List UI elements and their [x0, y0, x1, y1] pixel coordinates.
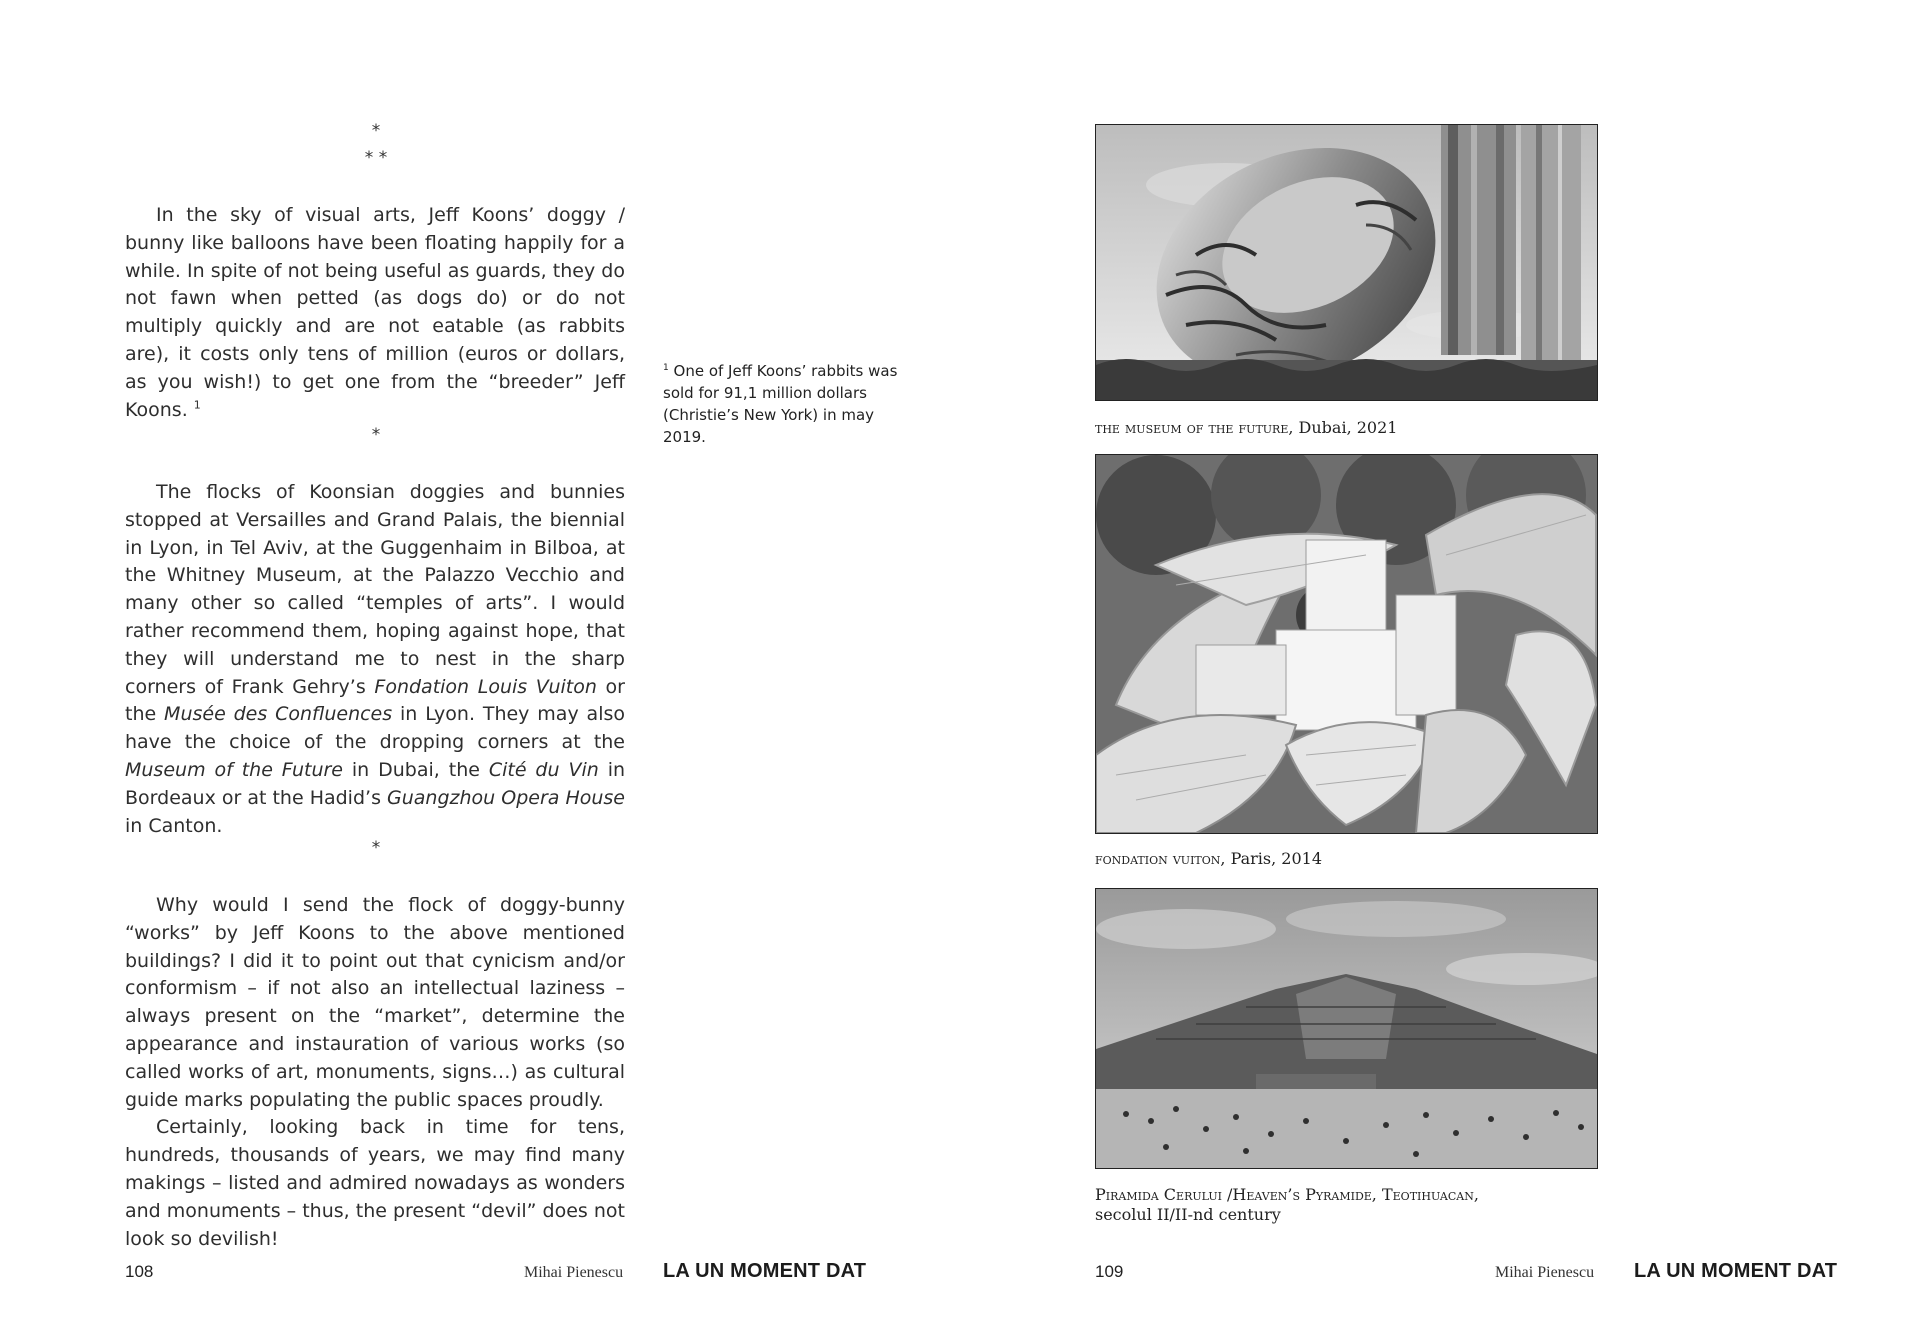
caption-details: , Dubai, 2021	[1288, 418, 1398, 437]
paragraph-1	[125, 202, 625, 424]
footnote	[663, 357, 903, 448]
book-title-left: LA UN MOMENT DAT	[663, 1260, 867, 1282]
paragraph-4: Certainly, looking back in time for tens, hundreds, thousands of years, we may find many makings – listed and admired nowadays as wonders and monuments – thus, the present “devil” does not look so devilish!	[125, 1116, 625, 1250]
italic-title: Fondation Louis Vuiton	[374, 675, 597, 698]
text-run: in Canton.	[125, 814, 223, 837]
page-number-left: 108	[125, 1262, 154, 1281]
caption-title: fondation vuiton	[1095, 849, 1221, 868]
footnote-text: One of Jeff Koons’ rabbits was sold for 91,1 million dollars (Christie’s New York) in may 2019.	[663, 362, 898, 446]
paragraph-2	[125, 479, 625, 840]
text-run: The flocks of Koonsian doggies and bunnies stopped at Versailles and Grand Palais, the biennial in Lyon, in Tel Aviv, at the Guggenhaim in Bilboa, at the Whitney Museum, at the Palazzo Vecchio and many other so called “temples of arts”. I would rather recommend them, hoping against hope, that they will understand me to nest in the sharp corners of Frank Gehry’s	[125, 481, 625, 698]
text-run: in Bordeaux or at the Hadid’s	[125, 758, 626, 809]
text-run: in Lyon. They may also have the choice of the dropping corners at the	[125, 703, 625, 754]
pyramid-photo-graphic	[1096, 889, 1597, 1168]
text-run: or the	[125, 675, 625, 726]
paragraph-3: Why would I send the flock of doggy-bunny “works” by Jeff Koons to the above mentioned buildings? I did it to point out that cynicism and/or conformism – if not also an intellectual laziness – always present on the “market”, determine the appearance and instauration of various works (so called works of art, monuments, signs…) as cultural guide marks populating the public spaces proudly.	[125, 894, 625, 1111]
section-separator: *	[371, 121, 381, 141]
text-run: in Dubai, the	[343, 758, 489, 781]
italic-title: Musée des Confluences	[164, 703, 393, 726]
caption-fondation-vuiton	[1095, 849, 1322, 869]
caption-title: Piramida Cerului /Heaven’s Pyramide, Teotihuacan,	[1095, 1185, 1479, 1204]
section-separator: *	[371, 425, 381, 445]
caption-line-2: secolul II/II-nd century	[1095, 1205, 1281, 1224]
fondation-photo-graphic	[1096, 455, 1597, 833]
fondation-vuiton-photo	[1095, 454, 1598, 834]
caption-museum-of-the-future	[1095, 418, 1397, 438]
paragraph-3-4	[125, 892, 625, 1253]
author-right: Mihai Pienescu	[1495, 1264, 1595, 1281]
footnote-reference: 1	[193, 398, 201, 412]
italic-title: Museum of the Future	[125, 758, 343, 781]
museum-photo-graphic	[1096, 125, 1597, 400]
museum-of-the-future-photo	[1095, 124, 1598, 401]
paragraph-1-text: In the sky of visual arts, Jeff Koons’ doggy / bunny like balloons have been floating happily for a while. In spite of not being useful as guards, they do not fawn when petted (as dogs do) or do not multiply quickly and are not eatable (as rabbits are), it costs only tens of million (euros or dollars, as you wish!) to get one from the “breeder” Jeff Koons.	[125, 204, 625, 421]
page-number-right: 109	[1095, 1262, 1124, 1281]
author-left: Mihai Pienescu	[524, 1264, 624, 1281]
caption-title: the museum of the future	[1095, 418, 1289, 437]
section-separator: * *	[364, 148, 388, 168]
book-title-right: LA UN MOMENT DAT	[1634, 1260, 1838, 1282]
italic-title: Cité du Vin	[488, 758, 599, 781]
footnote-marker: 1	[663, 363, 669, 373]
caption-pyramid	[1095, 1185, 1479, 1225]
caption-details: , Paris, 2014	[1220, 849, 1323, 868]
pyramid-of-the-sun-photo	[1095, 888, 1598, 1169]
caption-line-1	[1095, 1185, 1479, 1205]
section-separator: *	[371, 838, 381, 858]
italic-title: Guangzhou Opera House	[387, 786, 625, 809]
